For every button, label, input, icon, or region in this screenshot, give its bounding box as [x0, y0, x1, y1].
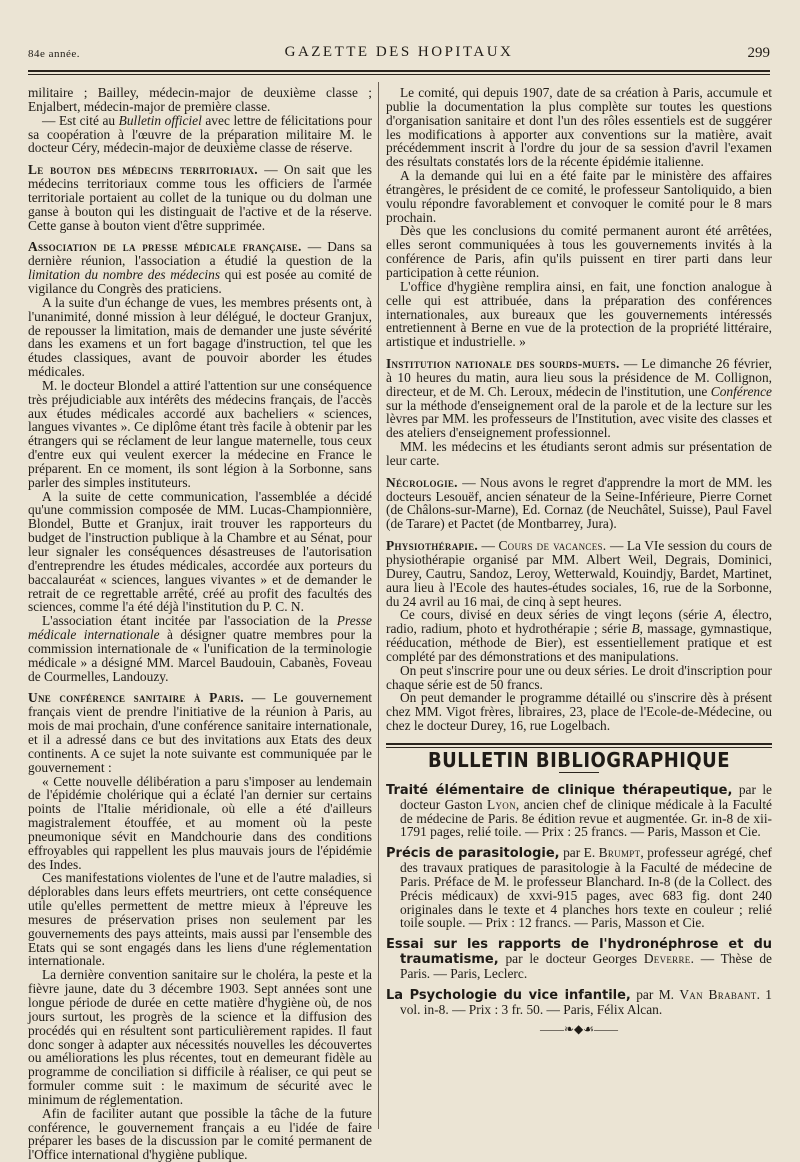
- book-author: Van Brabant: [679, 986, 757, 1002]
- right-column: [386, 86, 772, 1037]
- paragraph: « Cette nouvelle délibération a paru s'imposer au lendemain de l'épidémie cholérique qui a éclaté l'an dernier sur certains points de l'Italie méridionale, où elle a été d'ailleurs magistralement étouffée, et au moment où la peste pneumonique sévit en Mandchourie dans des conditions effroyables qui rappellent les plus mauvais jours de l'épidémie des Indes.: [28, 773, 372, 872]
- paragraph: La dernière convention sanitaire sur le choléra, la peste et la fièvre jaune, date du 3 décembre 1903. Sept années sont une longue période de durée en cette matière d'hygiène où, de nos jours surtout, les progrès de la science et la diffusion des procédés qui en résultent sont particulièrement rapides. Il faut donc songer à adapter aux nécessités nouvelles les découvertes ou améliorations les plus récentes, tout en demeurant fidèle au programme de conciliation si difficile à réaliser, ce qui peut se formuler comme suit : le maximum de sécurité avec le minimum de réglementation.: [28, 967, 372, 1107]
- section-heading: Une conférence sanitaire à Paris.: [28, 690, 244, 706]
- paragraph: L'office d'hygiène remplira ainsi, en fait, une fonction analogue à celle qui est attribuée, dans la préparation des conférences internationales, aux bureaux que les gouvernements intéressés entretiennent à Berne en vue de la protection de la propriété littéraire, artistique et industrielle. »: [386, 278, 772, 350]
- book-title: Traité élémentaire de clinique thérapeutique,: [386, 782, 733, 798]
- paragraph: A la suite d'un échange de vues, les membres présents ont, à l'unanimité, donné mission à leur délégué, le docteur Granjux, de repousser la limitation, mais de demander une juste sévérité dans les examens et un fort bagage d'instruction, tel que les études classiques, avant de pouvoir aborder les études médicales.: [28, 294, 372, 380]
- bulletin-heading: BULLETIN BIBLIOGRAPHIQUE: [427, 747, 731, 772]
- paragraph: Dès que les conclusions du comité permanent auront été arrêtées, elles seront communiquées à tous les gouvernements invités à la conférence de Paris, afin qu'ils puissent en tirer parti dans leur participation à cette réunion.: [386, 223, 772, 280]
- year-label: 84e année.: [28, 48, 81, 60]
- paragraph: M. le docteur Blondel a attiré l'attention sur une conséquence très préjudiciable aux intérêts des médecins français, de l'accès aux études médicales accordé aux bacheliers « sciences, langues vivantes ». Ce diplôme étant très facile à obtenir par les étrangers qui se réclament de leur langue maternelle, tous ceux d'entre eux qui veulent exercer la médecine en France le préparent. En ce moment, ils sont légion à la Sorbonne, sans parler des simples instituteurs.: [28, 377, 372, 490]
- page-number: 299: [747, 45, 770, 61]
- paragraph: Ce cours, divisé en deux séries de vingt leçons (série A, électro, radio, radium, photo et hydrothérapie ; série B, massage, gymnastique, rééducation, méthode de Bier), est essentiellement pratique et est complété par des démonstrations et des manipulations.: [386, 607, 772, 664]
- book-title: Précis de parasitologie,: [386, 846, 560, 862]
- news-item: Institution nationale des sourds-muets. — Le dimanche 26 février, à 10 heures du matin, aura lieu sous la présidence de M. Collignon, directeur, et de M. Ch. Leroux, médecin de l'institution, une Conférence sur la méthode d'enseignement oral de la parole et de la lecture sur les lèvres par MM. les professeurs de l'Institution, avec visite des classes et des ateliers d'enseignement professionnel.: [386, 356, 772, 441]
- paragraph: A la suite de cette communication, l'assemblée a décidé qu'une commission composée de MM. Lucas-Championnière, Blondel, Butte et Granjux, irait trouver les rapporteurs du budget de l'instruction publique à la Chambre et au Sénat, pour leur signaler les conséquences désastreuses de l'autorisation d'entreprendre les études médicales, accordée aux porteurs du baccalauréat « sciences, langues vivantes » et de demander le retrait de ce regrettable arrêté, créé au profit des facultés des sciences, comme l'a été déjà l'institution du P. C. N.: [28, 488, 372, 615]
- bibliography-list: [386, 783, 772, 1017]
- bibliography-entry: Traité élémentaire de clinique thérapeutique, par le docteur Gaston Lyon, ancien chef de clinique médicale à la Faculté de médecine de Paris. 8e édition revue et augmentée. Gr. in-8 de xii-1791 pages, relié toile. — Prix : 25 francs. — Paris, Masson et Cie.: [386, 781, 772, 840]
- bibliography-entry: La Psychologie du vice infantile, par M. Van Brabant. 1 vol. in-8. — Prix : 3 fr. 50. — Paris, Félix Alcan.: [386, 986, 772, 1017]
- book-title: La Psychologie du vice infantile,: [386, 987, 631, 1003]
- book-title: Essai sur les rapports de l'hydronéphrose et du traumatisme,: [386, 937, 772, 968]
- news-item: Le bouton des médecins territoriaux. — On sait que les médecins territoriaux comme tous les officiers de l'armée territoriale portaient au collet de la tunique ou du dolman une ganse à bouton qui les distinguait de l'active et de la réserve. Cette ganse à bouton vient d'être supprimée.: [28, 162, 372, 233]
- news-item: Physiothérapie. — Cours de vacances. — La VIe session du cours de physiothérapie organisé par MM. Albert Weil, Degrais, Dominici, Durey, Cautru, Sandoz, Leroy, Wetterwald, Kouindjy, Bardet, Martinet, aura lieu à l'Ecole des hautes-études sociales, 16, rue de la Sorbonne, du 24 avril au 16 mai, de cinq à sept heures.: [386, 538, 773, 609]
- paragraph: A la demande qui lui en a été faite par le ministère des affaires étrangères, le président de ce comité, le professeur Santoliquido, a bien voulu répondre favorablement et convoquer le comité pour le 8 mars prochain.: [386, 168, 772, 225]
- closing-ornament: ——❧◆☙——: [539, 1022, 619, 1037]
- bibliography-entry: Précis de parasitologie, par E. Brumpt, professeur agrégé, chef des travaux pratiques de parasitologie à la Faculté de médecine de Paris. Préface de M. le professeur Blanchard. In-8 (de la Collect. des Précis médicaux) de xxvi-915 pages, avec 683 fig. dont 240 originales dans le texte et 4 planches hors texte en couleur ; relié toile souple. — Prix : 12 francs. — Paris, Masson et Cie.: [386, 845, 772, 931]
- paragraph: MM. les médecins et les étudiants seront admis sur présentation de leur carte.: [386, 439, 772, 468]
- book-author: Deverre: [643, 951, 691, 967]
- section-heading: Institution nationale des sourds-muets.: [386, 356, 620, 372]
- section-heading: Nécrologie.: [386, 474, 458, 490]
- news-item: Une conférence sanitaire à Paris. — Le gouvernement français vient de prendre l'initiative de la réunion à Paris, au mois de mai prochain, d'une conférence sanitaire internationale, et il a adressé dans ce but des invitations aux Etats des deux continents. A ce sujet la note suivante est communiquée par le gouvernement :: [28, 690, 372, 775]
- paragraph: On peut demander le programme détaillé ou s'inscrire dès à présent chez MM. Vigot frères, libraires, 23, place de l'Ecole-de-Médecine, ou chez le docteur Durey, 16, rue Logelbach.: [386, 690, 772, 734]
- header-rule-thin: [28, 74, 770, 75]
- bibliography-entry: Essai sur les rapports de l'hydronéphrose et du traumatisme, par le docteur Georges Deverre. — Thèse de Paris. — Paris, Leclerc.: [386, 937, 772, 981]
- header-rule: [28, 70, 770, 72]
- paragraph: militaire ; Bailley, médecin-major de deuxième classe ; Enjalbert, médecin-major de première classe.: [28, 85, 372, 114]
- news-item: Nécrologie. — Nous avons le regret d'apprendre la mort de MM. les docteurs Lesouëf, ancien sénateur de la Seine-Inférieure, Pierre Cornet (de Châlons-sur-Marne), Ed. Cornaz (de Neuchâtel, Suisse), Paul Favel (de Tarare) et Pactet (de Montbarrey, Jura).: [386, 474, 772, 532]
- journal-title: GAZETTE DES HOPITAUX: [284, 44, 514, 60]
- column-divider: [378, 82, 379, 1129]
- section-heading: Physiothérapie.: [386, 538, 479, 554]
- paragraph: — Est cité au Bulletin officiel avec lettre de félicitations pour sa coopération à l'œuvre de la préparation militaire M. le docteur Céry, médecin-major de deuxième classe de réserve.: [28, 112, 372, 156]
- paragraph: Ces manifestations violentes de l'une et de l'autre maladies, si déplorables dans leurs effets meurtriers, ont cette conséquence utile qu'elles permettent de mettre mieux à l'épreuve les mesures de préservation prises non seulement par les gouvernements des pays atteints, mais aussi par l'ensemble des Etats qui se sont engagés dans les liens d'une réglementation internationale.: [28, 870, 372, 969]
- paragraph: On peut s'inscrire pour une ou deux séries. Le droit d'inscription pour chaque série est de 50 francs.: [386, 662, 772, 692]
- left-column: [28, 86, 372, 1162]
- bulletin-rule-top: [386, 743, 772, 745]
- section-heading: Association de la presse médicale française.: [28, 239, 302, 255]
- book-author: Lyon: [487, 796, 516, 812]
- book-author: Brumpt: [598, 845, 641, 861]
- news-item: Association de la presse médicale française. — Dans sa dernière réunion, l'association a étudié la question de la limitation du nombre des médecins qui est posée au comité de vigilance du Congrès des praticiens.: [28, 239, 373, 296]
- paragraph: Afin de faciliter autant que possible la tâche de la future conférence, le gouvernement français a eu l'idée de faire préparer les bases de la discussion par le comité permanent de l'Office international d'hygiène publique.: [28, 1105, 372, 1162]
- paragraph: L'association étant incitée par l'association de la Presse médicale internationale à désigner quatre membres pour la commission internationale de « l'unification de la terminologie médicale » a désigné MM. Marcel Baudouin, Cabanès, Foveau de Courmelles, Landouzy.: [28, 613, 372, 684]
- section-heading: Le bouton des médecins territoriaux.: [28, 162, 258, 178]
- page-header: [28, 44, 770, 64]
- paragraph: Le comité, qui depuis 1907, date de sa création à Paris, accumule et publie la documentation la plus complète sur toutes les questions d'organisation sanitaire et dont l'un des rôles essentiels est de suggérer les modifications à apporter aux conventions sur la matière, avait précédemment inscrit à l'ordre du jour de sa session d'avril l'examen des résultats constatés lors de la récente épidémie italienne.: [386, 85, 772, 170]
